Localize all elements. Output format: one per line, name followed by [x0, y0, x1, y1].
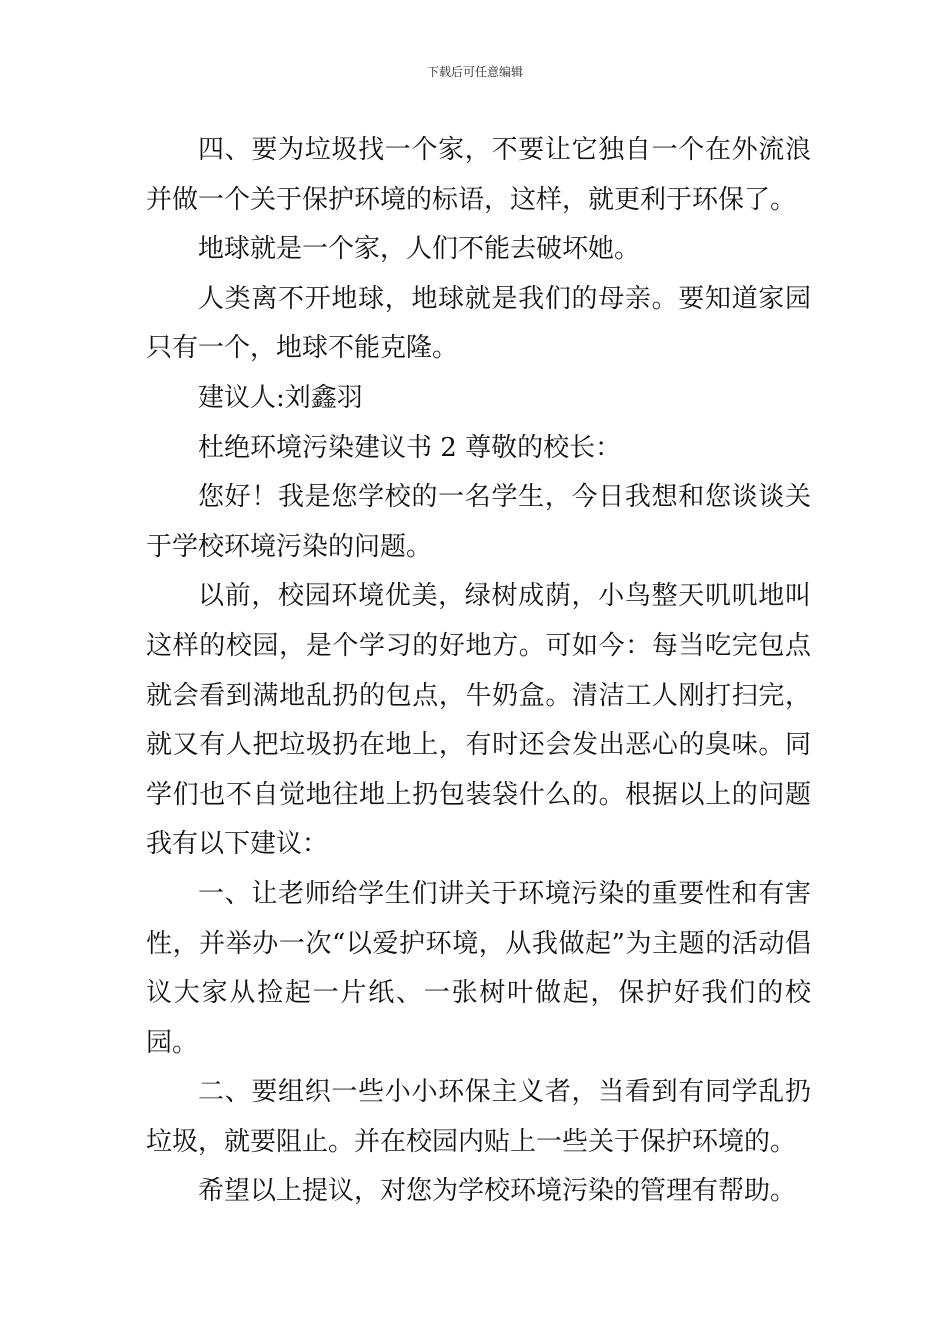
paragraph-earth-mother: 人类离不开地球，地球就是我们的母亲。要知道家园只有一个，地球不能克隆。 [146, 283, 811, 364]
paragraph-garbage-home: 四、要为垃圾找一个家，不要让它独自一个在外流浪并做一个关于保护环境的标语，这样，就更利于环保了。 [146, 135, 811, 215]
paragraph-proposer: 建议人:刘鑫羽 [198, 382, 363, 413]
paragraph-greeting: 您好！我是您学校的一名学生，今日我想和您谈谈关于学校环境污染的问题。 [146, 482, 811, 562]
paragraph-letter-title: 杜绝环境污染建议书 2 尊敬的校长： [198, 432, 622, 463]
paragraph-campus-problem: 以前，校园环境优美，绿树成荫，小鸟整天叽叽地叫这样的校园，是个学习的好地方。可如今：每当吃完包点就会看到满地乱扔的包点，牛奶盒。清洁工人刚打扫完，就又有人把垃圾扔在地上，有时还会发出恶心的臭味。同学们也不自觉地往地上扔包装袋什么的。根据以上的问题我有以下建议： [146, 581, 811, 860]
paragraph-closing: 希望以上提议，对您为学校环境污染的管理有帮助。 [198, 1176, 797, 1207]
paragraph-suggestion-one: 一、让老师给学生们讲关于环境污染的重要性和有害性，并举办一次“以爱护环境，从我做起”为主题的活动倡议大家从捡起一片纸、一张树叶做起，保护好我们的校园。 [146, 878, 811, 1058]
document-body [146, 126, 811, 1217]
header-note: 下载后可任意编辑 [426, 65, 523, 79]
paragraph-earth-home: 地球就是一个家，人们不能去破坏她。 [198, 234, 641, 265]
paragraph-suggestion-two: 二、要组织一些小小环保主义者，当看到有同学乱扔垃圾，就要阻止。并在校园内贴上一些关于保护环境的。 [146, 1077, 811, 1157]
